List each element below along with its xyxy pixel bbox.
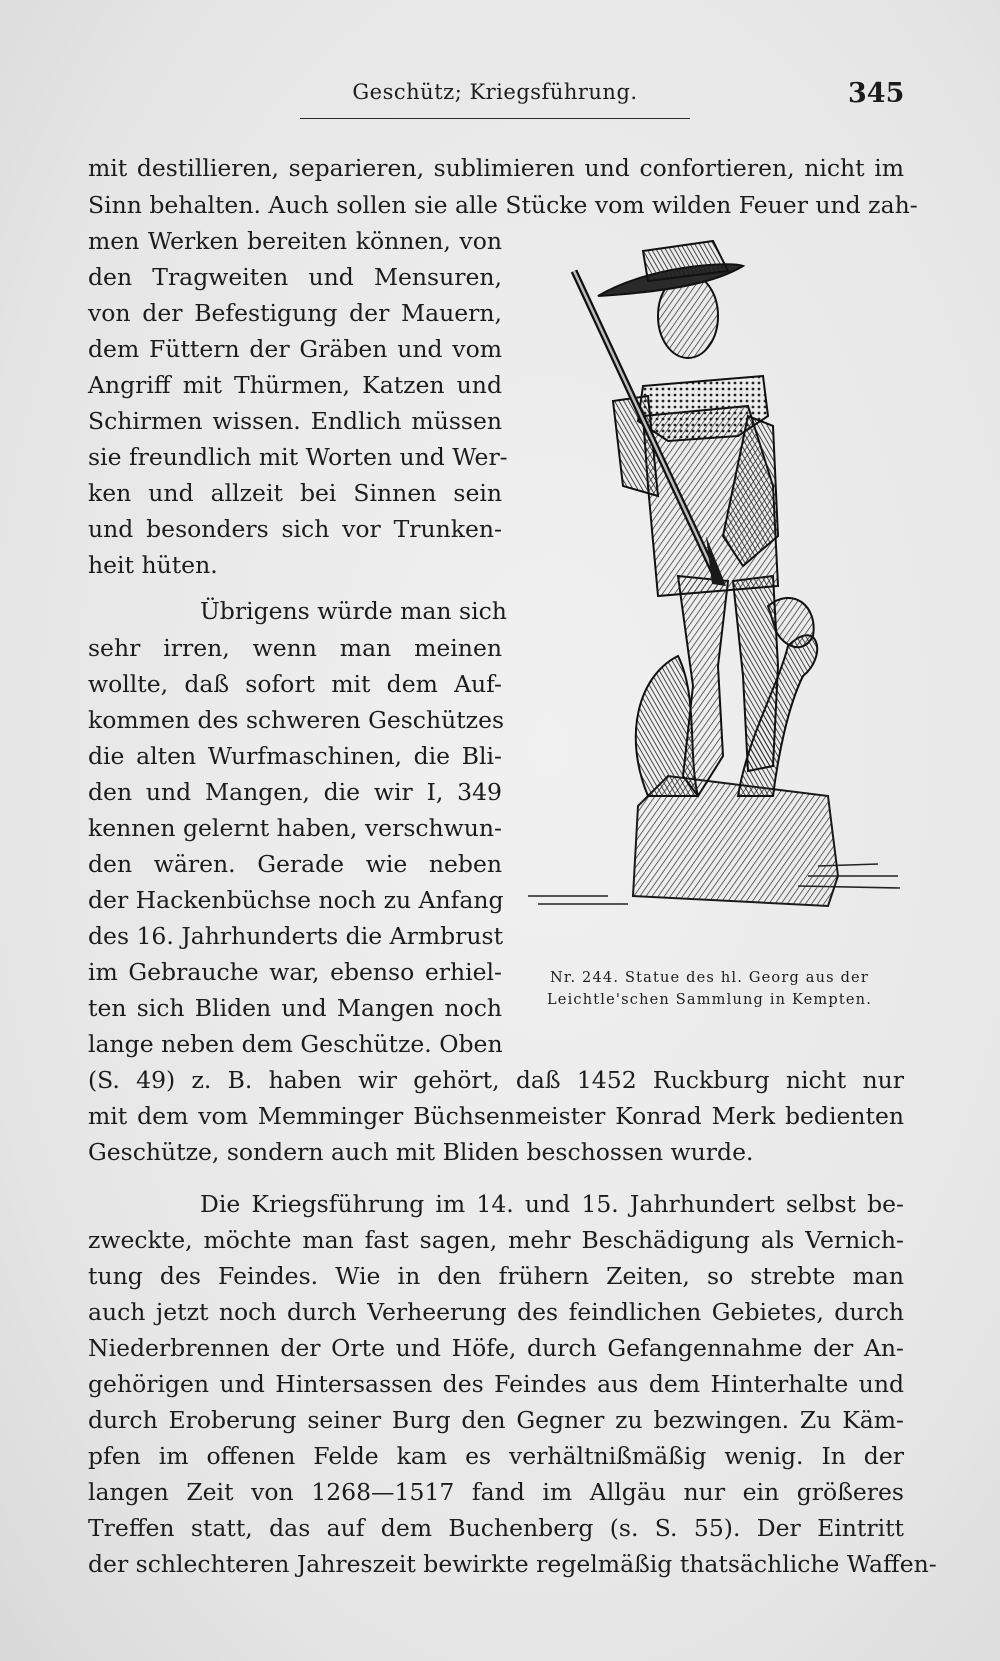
text-line: Schirmen wissen. Endlich müssen [88, 407, 502, 435]
text-line: ken und allzeit bei Sinnen sein [88, 479, 502, 507]
page-number: 345 [848, 78, 905, 109]
text-line: wollte, daß sofort mit dem Auf- [88, 670, 502, 698]
text-line: lange neben dem Geschütze. Oben [88, 1030, 503, 1058]
text-line: gehörigen und Hintersassen des Feindes aus dem Hinterhalte und [88, 1370, 904, 1398]
text-line: zweckte, möchte man fast sagen, mehr Beschädigung als Vernich- [88, 1226, 904, 1254]
text-line: der schlechteren Jahreszeit bewirkte regelmäßig thatsächliche Waffen- [88, 1550, 937, 1578]
header-rule [300, 118, 690, 119]
text-line: von der Befestigung der Mauern, [88, 299, 502, 327]
text-line: Übrigens würde man sich [200, 597, 507, 625]
text-line: den Tragweiten und Mensuren, [88, 263, 502, 291]
text-line: sie freundlich mit Worten und Wer- [88, 443, 508, 471]
statue-illustration [528, 236, 902, 930]
text-line: mit destillieren, separieren, sublimieren und confortieren, nicht im [88, 154, 904, 182]
text-line: den wären. Gerade wie neben [88, 850, 502, 878]
text-line: im Gebrauche war, ebenso erhiel- [88, 958, 502, 986]
text-line: und besonders sich vor Trunken- [88, 515, 502, 543]
text-line: Sinn behalten. Auch sollen sie alle Stücke vom wilden Feuer und zah- [88, 191, 918, 219]
text-line: der Hackenbüchse noch zu Anfang [88, 886, 504, 914]
text-line: (S. 49) z. B. haben wir gehört, daß 1452 Ruckburg nicht nur [88, 1066, 904, 1094]
text-line: des 16. Jahrhunderts die Armbrust [88, 922, 504, 950]
text-line: kommen des schweren Geschützes [88, 706, 505, 734]
running-title: Geschütz; Kriegsführung. [352, 80, 638, 104]
text-line: auch jetzt noch durch Verheerung des feindlichen Gebietes, durch [88, 1298, 904, 1326]
text-line: dem Füttern der Gräben und vom [88, 335, 502, 363]
text-line: mit dem vom Memminger Büchsenmeister Konrad Merk bedienten [88, 1102, 904, 1130]
text-line: Treffen statt, das auf dem Buchenberg (s. S. 55). Der Eintritt [88, 1514, 904, 1542]
text-line: heit hüten. [88, 551, 218, 579]
text-line: pfen im offenen Felde kam es verhältnißmäßig wenig. In der [88, 1442, 904, 1470]
text-line: Angriff mit Thürmen, Katzen und [88, 371, 502, 399]
text-line: die alten Wurfmaschinen, die Bli- [88, 742, 502, 770]
text-line: den und Mangen, die wir I, 349 [88, 778, 502, 806]
text-line: tung des Feindes. Wie in den frühern Zeiten, so strebte man [88, 1262, 904, 1290]
text-line: ten sich Bliden und Mangen noch [88, 994, 502, 1022]
figure-caption: Nr. 244. Statue des hl. Georg aus der [550, 970, 869, 986]
text-line: men Werken bereiten können, von [88, 227, 502, 255]
text-line: Niederbrennen der Orte und Höfe, durch Gefangennahme der An- [88, 1334, 904, 1362]
text-line: Geschütze, sondern auch mit Bliden beschossen wurde. [88, 1138, 754, 1166]
figure-caption: Leichtle'schen Sammlung in Kempten. [546, 992, 873, 1008]
text-line: sehr irren, wenn man meinen [88, 634, 502, 662]
text-line: kennen gelernt haben, verschwun- [88, 814, 502, 842]
text-line: durch Eroberung seiner Burg den Gegner zu bezwingen. Zu Käm- [88, 1406, 904, 1434]
text-line: Die Kriegsführung im 14. und 15. Jahrhundert selbst be- [200, 1190, 904, 1218]
text-line: langen Zeit von 1268—1517 fand im Allgäu nur ein größeres [88, 1478, 904, 1506]
